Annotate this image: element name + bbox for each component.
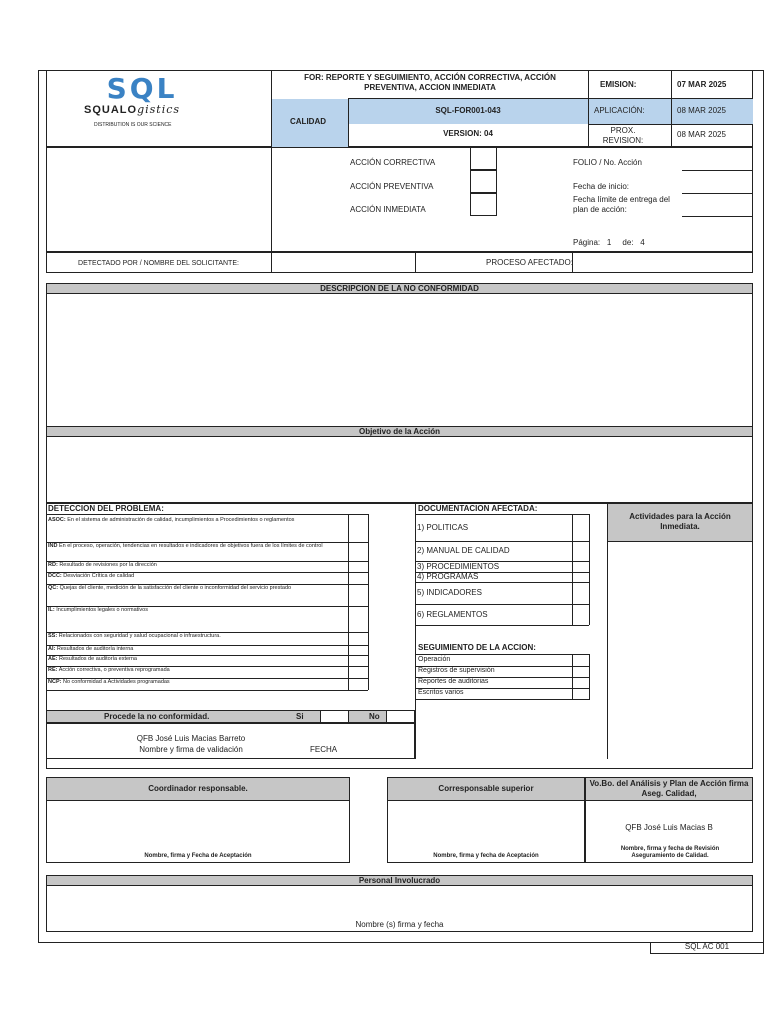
deteccion-item	[48, 646, 346, 653]
deteccion-item	[48, 667, 346, 674]
accion-inmediata-label: ACCIÓN INMEDIATA	[350, 205, 426, 214]
seguimiento-checkbox[interactable]	[573, 677, 589, 688]
deteccion-item	[48, 633, 346, 640]
document-code: SQL-FOR001-043	[435, 106, 501, 115]
coordinador-firma-label: Nombre, firma y Fecha de Aceptación	[144, 853, 252, 859]
accion-correctiva-checkbox[interactable]	[470, 147, 497, 170]
validacion-fecha-label: FECHA	[310, 745, 338, 754]
deteccion-text: Desviación Crítica de calidad	[63, 573, 135, 579]
documentacion-checkbox[interactable]	[573, 582, 589, 604]
emision-label: EMISION:	[600, 80, 637, 89]
personal-firma-label: Nombre (s) firma y fecha	[355, 920, 444, 929]
accion-preventiva-label: ACCIÓN PREVENTIVA	[350, 182, 434, 191]
pagina-indicator: Página: 1 de: 4	[573, 238, 645, 247]
vobo-name: QFB José Luis Macias B	[625, 823, 713, 832]
procede-label: Procede la no conformidad.	[104, 712, 210, 721]
documentacion-checkbox[interactable]	[573, 604, 589, 625]
deteccion-checkbox[interactable]	[349, 584, 368, 606]
deteccion-code: QC:	[48, 585, 59, 591]
deteccion-checkbox[interactable]	[349, 632, 368, 645]
deteccion-checkbox[interactable]	[349, 572, 368, 584]
deteccion-title: DETECCION DEL PROBLEMA:	[48, 504, 164, 513]
deteccion-item	[48, 543, 346, 550]
validator-name: QFB José Luis Macias Barreto	[136, 734, 246, 743]
deteccion-text: No conformidad a Actividades programadas	[62, 679, 170, 685]
deteccion-code: SS:	[48, 633, 58, 639]
seguimiento-item: Operación	[418, 656, 451, 663]
deteccion-text: Quejas del cliente, medición de la satisfacción del cliente o inconformidad del servicio prestado	[59, 585, 292, 591]
fecha-inicio-field[interactable]	[682, 193, 753, 194]
actividades-field[interactable]	[608, 543, 752, 758]
detectado-label: DETECTADO POR / NOMBRE DEL SOLICITANTE:	[78, 260, 239, 267]
deteccion-checkbox[interactable]	[349, 542, 368, 561]
deteccion-text: Resultados de auditoría interna	[56, 646, 134, 652]
objetivo-textarea[interactable]	[47, 438, 752, 502]
vobo-title: Vo.Bo. del Análisis y Plan de Acción firma Aseg. Calidad,	[585, 777, 753, 801]
coordinador-signature[interactable]	[47, 802, 349, 848]
emision-value: 07 MAR 2025	[677, 80, 727, 89]
prox-revision-value: 08 MAR 2025	[677, 130, 726, 139]
documentacion-item: 4) PROGRAMAS	[417, 572, 479, 581]
folio-label: FOLIO / No. Acción	[573, 158, 642, 167]
seguimiento-checkbox[interactable]	[573, 655, 589, 666]
deteccion-item	[48, 585, 346, 592]
deteccion-code: RD:	[48, 562, 58, 568]
deteccion-checkbox[interactable]	[349, 606, 368, 632]
procede-si-label: Si	[296, 712, 304, 721]
deteccion-code: NCP:	[48, 679, 62, 685]
deteccion-checkbox[interactable]	[349, 645, 368, 655]
procede-row	[46, 710, 415, 723]
accion-inmediata-checkbox[interactable]	[470, 193, 497, 216]
area-label: CALIDAD	[290, 117, 326, 126]
deteccion-code: RE:	[48, 667, 58, 673]
deteccion-checkbox[interactable]	[349, 678, 368, 690]
deteccion-checkbox[interactable]	[349, 666, 368, 678]
footer-code: SQL AC 001	[684, 942, 730, 951]
detectado-field[interactable]	[272, 253, 414, 272]
seguimiento-title: SEGUIMIENTO DE LA ACCION:	[418, 643, 536, 652]
documentacion-item: 1) POLITICAS	[417, 523, 469, 532]
logo-tagline: DISTRIBUTION IS OUR SCIENCE	[94, 122, 172, 128]
coordinador-title: Coordinador responsable.	[46, 777, 350, 801]
proceso-afectado-label: PROCESO AFECTADO:	[486, 258, 573, 267]
seguimiento-checkbox[interactable]	[573, 688, 589, 699]
deteccion-code: DCC:	[48, 573, 62, 579]
fecha-inicio-label: Fecha de inicio:	[573, 182, 630, 191]
descripcion-textarea[interactable]	[47, 295, 752, 425]
documentacion-item: 6) REGLAMENTOS	[417, 609, 488, 619]
seguimiento-checkbox[interactable]	[573, 666, 589, 677]
deteccion-item	[48, 656, 346, 663]
documentacion-item: 3) PROCEDIMIENTOS	[417, 561, 500, 571]
actividades-title: Actividades para la Acción Inmediata.	[629, 512, 731, 531]
fecha-limite-field[interactable]	[682, 216, 753, 217]
deteccion-item	[48, 679, 346, 686]
validacion-firma-label: Nombre y firma de validación	[139, 745, 243, 754]
accion-correctiva-label: ACCIÓN CORRECTIVA	[350, 158, 436, 167]
deteccion-code: AI:	[48, 646, 56, 652]
documentacion-item: 2) MANUAL DE CALIDAD	[417, 546, 510, 555]
documentacion-checkbox[interactable]	[573, 572, 589, 582]
deteccion-text: En el sistema de administración de calidad, incumplimientos a Procedimientos o reglamentos	[67, 517, 295, 523]
company-logo	[58, 74, 248, 136]
deteccion-text: Resultados de auditoría externa	[59, 656, 137, 662]
form-title: FOR: REPORTE Y SEGUIMIENTO, ACCIÓN CORRECTIVA, ACCIÓN PREVENTIVA, ACCION INMEDIATA	[304, 73, 556, 92]
deteccion-code: IL:	[48, 607, 55, 613]
logo-name: SQUALOgistics	[84, 103, 181, 116]
deteccion-text: Incumplimientos legales o normativos	[56, 607, 148, 613]
procede-si-checkbox[interactable]	[320, 710, 349, 723]
procede-no-checkbox[interactable]	[386, 710, 415, 723]
documentacion-checkbox[interactable]	[573, 541, 589, 561]
deteccion-code: AE:	[48, 656, 58, 662]
logo-brand: SQL	[106, 72, 178, 105]
documentacion-checkbox[interactable]	[573, 515, 589, 541]
documentacion-item: 5) INDICADORES	[417, 588, 482, 597]
corresponsable-signature[interactable]	[388, 802, 584, 848]
corresponsable-title: Corresponsable superior	[387, 777, 585, 801]
deteccion-item	[48, 517, 346, 524]
prox-revision-label: PROX. REVISION:	[602, 126, 644, 145]
deteccion-checkbox[interactable]	[349, 561, 368, 572]
deteccion-text: Relacionados con seguridad y salud ocupacional o infraestructura.	[58, 633, 221, 639]
seguimiento-item: Registros de supervisión	[418, 667, 495, 674]
folio-field[interactable]	[682, 170, 753, 171]
personal-title: Personal Involucrado	[46, 875, 753, 886]
deteccion-text: Resultado de revisiones por la dirección	[59, 562, 157, 568]
deteccion-text: Acción correctiva, o preventiva reprogramada	[58, 667, 170, 673]
documentacion-checkbox[interactable]	[573, 561, 589, 572]
fecha-limite-label: Fecha límite de entrega del plan de acción:	[573, 195, 670, 214]
deteccion-item	[48, 607, 346, 614]
aplicacion-value: 08 MAR 2025	[677, 106, 726, 115]
aplicacion-label: APLICACIÓN:	[594, 106, 645, 115]
deteccion-item	[48, 562, 346, 569]
deteccion-code: IND	[48, 543, 58, 549]
procede-no-label: No	[369, 712, 380, 721]
accion-preventiva-checkbox[interactable]	[470, 170, 497, 193]
deteccion-code: ASOC:	[48, 517, 66, 523]
version-label: VERSION: 04	[443, 129, 493, 138]
seguimiento-item: Reportes de auditorias	[418, 678, 489, 685]
corresponsable-firma-label: Nombre, firma y fecha de Aceptación	[433, 853, 539, 859]
documentacion-title: DOCUMENTACION AFECTADA:	[418, 504, 538, 513]
deteccion-checkbox[interactable]	[349, 655, 368, 666]
vobo-firma-label: Nombre, firma y fecha de Revisión Aseguramiento de Calidad.	[620, 846, 720, 859]
descripcion-title: DESCRIPCION DE LA NO CONFORMIDAD	[46, 283, 753, 294]
personal-signature[interactable]	[47, 887, 752, 917]
deteccion-text: En el proceso, operación, tendencias en resultados e indicadores de objetivos fuera de los límites de control	[59, 543, 323, 549]
seguimiento-item: Escritos varios	[418, 689, 464, 696]
proceso-afectado-field[interactable]	[573, 253, 752, 272]
deteccion-checkbox[interactable]	[349, 516, 368, 542]
objetivo-title: Objetivo de la Acción	[46, 426, 753, 437]
deteccion-item	[48, 573, 346, 580]
